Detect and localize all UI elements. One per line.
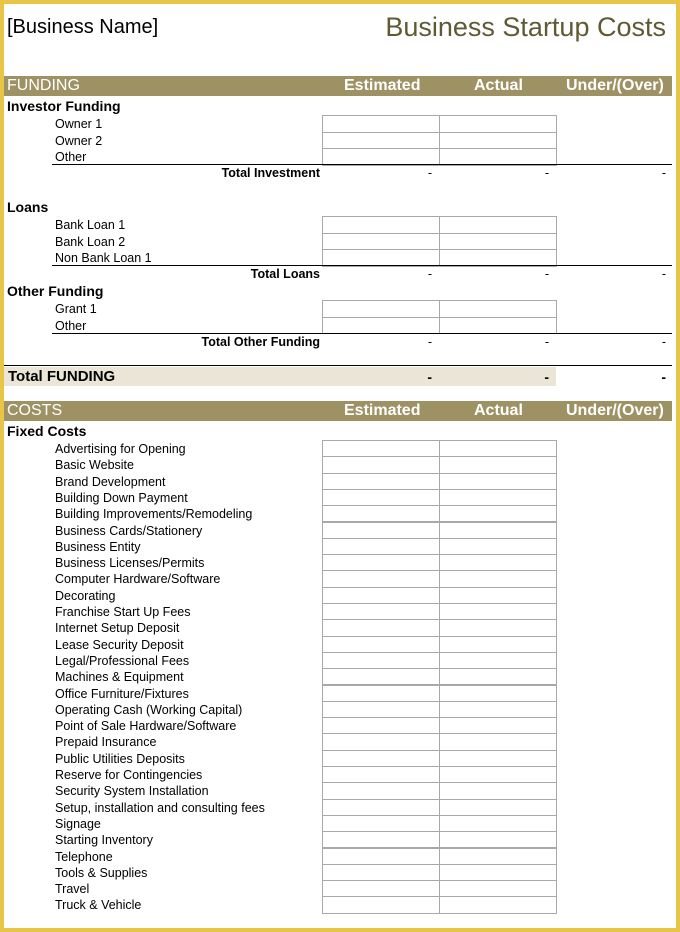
document-title: Business Startup Costs — [385, 12, 666, 42]
line-item-label: Bank Loan 1 — [55, 218, 126, 232]
grand-total-under-over: - — [661, 369, 666, 385]
total-rule — [52, 265, 672, 266]
costs-heading: COSTS — [7, 402, 63, 419]
estimated-input-cell[interactable] — [322, 619, 440, 636]
total-value: - — [661, 166, 666, 180]
total-value: - — [544, 267, 549, 281]
actual-input-cell[interactable] — [439, 554, 557, 571]
actual-input-cell[interactable] — [439, 782, 557, 799]
line-item-label: Owner 2 — [55, 133, 103, 148]
line-item-label: Starting Inventory — [55, 833, 153, 848]
actual-input-cell[interactable] — [439, 456, 557, 473]
funding-col-estimated: Estimated — [344, 77, 421, 94]
total-value: - — [661, 267, 666, 281]
actual-input-cell[interactable] — [439, 685, 557, 702]
actual-input-cell[interactable] — [439, 668, 557, 685]
estimated-input-cell[interactable] — [322, 115, 440, 133]
line-item-label: Point of Sale Hardware/Software — [55, 719, 237, 734]
line-item-label: Bank Loan 2 — [55, 234, 126, 249]
line-item-label: Advertising for Opening — [55, 442, 186, 456]
section-heading: Fixed Costs — [7, 423, 87, 439]
estimated-input-cell[interactable] — [322, 148, 440, 166]
grand-total-estimated: - — [427, 369, 432, 385]
line-item-label: Computer Hardware/Software — [55, 572, 221, 587]
estimated-input-cell[interactable] — [322, 864, 440, 881]
total-value: - — [661, 335, 666, 349]
actual-input-cell[interactable] — [439, 216, 557, 234]
estimated-input-cell[interactable] — [322, 216, 440, 234]
actual-input-cell[interactable] — [439, 522, 557, 539]
estimated-input-cell[interactable] — [322, 300, 440, 318]
estimated-input-cell[interactable] — [322, 733, 440, 750]
estimated-input-cell[interactable] — [322, 554, 440, 571]
actual-input-cell[interactable] — [439, 766, 557, 783]
actual-input-cell[interactable] — [439, 848, 557, 865]
line-item-label: Legal/Professional Fees — [55, 653, 190, 668]
estimated-input-cell[interactable] — [322, 831, 440, 848]
line-item-label: Tools & Supplies — [55, 865, 148, 880]
grand-total-rule — [4, 365, 672, 366]
line-item-label: Truck & Vehicle — [55, 898, 142, 913]
line-item-label: Grant 1 — [55, 302, 97, 316]
actual-input-cell[interactable] — [439, 148, 557, 166]
total-value: - — [427, 166, 432, 180]
line-item-label: Lease Security Deposit — [55, 637, 184, 652]
actual-input-cell[interactable] — [439, 717, 557, 734]
costs-col-under-over: Under/(Over) — [566, 402, 664, 419]
estimated-input-cell[interactable] — [322, 636, 440, 653]
total-rule — [52, 164, 672, 165]
estimated-input-cell[interactable] — [322, 456, 440, 473]
line-item-label: Travel — [55, 882, 90, 897]
line-item-label: Internet Setup Deposit — [55, 621, 180, 636]
costs-col-estimated: Estimated — [344, 402, 421, 419]
line-item-label: Telephone — [55, 849, 113, 864]
funding-col-actual: Actual — [474, 77, 523, 94]
estimated-input-cell[interactable] — [322, 538, 440, 555]
section-heading: Loans — [7, 199, 49, 215]
line-item-label: Owner 1 — [55, 117, 103, 131]
line-item-label: Other — [55, 150, 87, 164]
estimated-input-cell[interactable] — [322, 685, 440, 702]
line-item-label: Business Licenses/Permits — [55, 556, 205, 571]
actual-input-cell[interactable] — [439, 570, 557, 587]
line-item-label: Operating Cash (Working Capital) — [55, 702, 243, 717]
grand-total-label: Total FUNDING — [8, 368, 116, 385]
actual-input-cell[interactable] — [439, 701, 557, 718]
actual-input-cell[interactable] — [439, 815, 557, 832]
actual-input-cell[interactable] — [439, 880, 557, 897]
estimated-input-cell[interactable] — [322, 668, 440, 685]
estimated-input-cell[interactable] — [322, 440, 440, 457]
funding-col-under-over: Under/(Over) — [566, 77, 664, 94]
actual-input-cell[interactable] — [439, 233, 557, 251]
total-label: Total Investment — [221, 166, 320, 180]
actual-input-cell[interactable] — [439, 473, 557, 490]
actual-input-cell[interactable] — [439, 115, 557, 133]
line-item-label: Setup, installation and consulting fees — [55, 800, 265, 815]
funding-header-band — [4, 76, 672, 96]
line-item-label: Brand Development — [55, 474, 166, 489]
line-item-label: Business Cards/Stationery — [55, 523, 203, 538]
actual-input-cell[interactable] — [439, 132, 557, 150]
line-item-label: Reserve for Contingencies — [55, 768, 203, 782]
actual-input-cell[interactable] — [439, 300, 557, 318]
line-item-label: Business Entity — [55, 539, 141, 554]
estimated-input-cell[interactable] — [322, 652, 440, 669]
estimated-input-cell[interactable] — [322, 587, 440, 604]
estimated-input-cell[interactable] — [322, 896, 440, 913]
estimated-input-cell[interactable] — [322, 848, 440, 865]
estimated-input-cell[interactable] — [322, 132, 440, 150]
estimated-input-cell[interactable] — [322, 473, 440, 490]
line-item-label: Signage — [55, 816, 101, 831]
actual-input-cell[interactable] — [439, 799, 557, 816]
actual-input-cell[interactable] — [439, 652, 557, 669]
line-item-label: Public Utilities Deposits — [55, 751, 185, 766]
actual-input-cell[interactable] — [439, 733, 557, 750]
actual-input-cell[interactable] — [439, 636, 557, 653]
section-heading: Investor Funding — [7, 98, 121, 114]
total-value: - — [427, 335, 432, 349]
estimated-input-cell[interactable] — [322, 603, 440, 620]
estimated-input-cell[interactable] — [322, 489, 440, 506]
actual-input-cell[interactable] — [439, 603, 557, 620]
estimated-input-cell[interactable] — [322, 233, 440, 251]
estimated-input-cell[interactable] — [322, 249, 440, 267]
total-rule — [52, 333, 672, 334]
actual-input-cell[interactable] — [439, 587, 557, 604]
business-name[interactable]: [Business Name] — [7, 16, 159, 38]
actual-input-cell[interactable] — [439, 249, 557, 267]
line-item-label: Basic Website — [55, 458, 134, 473]
estimated-input-cell[interactable] — [322, 570, 440, 587]
line-item-label: Franchise Start Up Fees — [55, 605, 191, 619]
estimated-input-cell[interactable] — [322, 505, 440, 522]
actual-input-cell[interactable] — [439, 489, 557, 506]
line-item-label: Prepaid Insurance — [55, 735, 157, 750]
estimated-input-cell[interactable] — [322, 750, 440, 767]
line-item-label: Non Bank Loan 1 — [55, 251, 152, 265]
line-item-label: Decorating — [55, 588, 116, 603]
line-item-label: Building Improvements/Remodeling — [55, 507, 253, 522]
section-heading: Other Funding — [7, 283, 104, 299]
actual-input-cell[interactable] — [439, 831, 557, 848]
actual-input-cell[interactable] — [439, 619, 557, 636]
line-item-label: Other — [55, 318, 87, 333]
line-item-label: Building Down Payment — [55, 490, 188, 505]
grand-total-actual: - — [544, 369, 549, 385]
line-item-label: Security System Installation — [55, 784, 209, 799]
line-item-label: Machines & Equipment — [55, 670, 184, 685]
actual-input-cell[interactable] — [439, 864, 557, 881]
actual-input-cell[interactable] — [439, 750, 557, 767]
actual-input-cell[interactable] — [439, 505, 557, 522]
funding-heading: FUNDING — [7, 77, 80, 94]
total-value: - — [544, 166, 549, 180]
actual-input-cell[interactable] — [439, 538, 557, 555]
total-label: Total Loans — [250, 267, 320, 281]
line-item-label: Office Furniture/Fixtures — [55, 686, 189, 701]
estimated-input-cell[interactable] — [322, 522, 440, 539]
estimated-input-cell[interactable] — [322, 701, 440, 718]
total-value: - — [427, 267, 432, 281]
total-label: Total Other Funding — [201, 335, 320, 349]
actual-input-cell[interactable] — [439, 440, 557, 457]
estimated-input-cell[interactable] — [322, 815, 440, 832]
estimated-input-cell[interactable] — [322, 880, 440, 897]
estimated-input-cell[interactable] — [322, 317, 440, 335]
costs-header-band — [4, 401, 672, 421]
total-value: - — [544, 335, 549, 349]
estimated-input-cell[interactable] — [322, 799, 440, 816]
actual-input-cell[interactable] — [439, 896, 557, 913]
estimated-input-cell[interactable] — [322, 766, 440, 783]
estimated-input-cell[interactable] — [322, 717, 440, 734]
estimated-input-cell[interactable] — [322, 782, 440, 799]
costs-col-actual: Actual — [474, 402, 523, 419]
actual-input-cell[interactable] — [439, 317, 557, 335]
